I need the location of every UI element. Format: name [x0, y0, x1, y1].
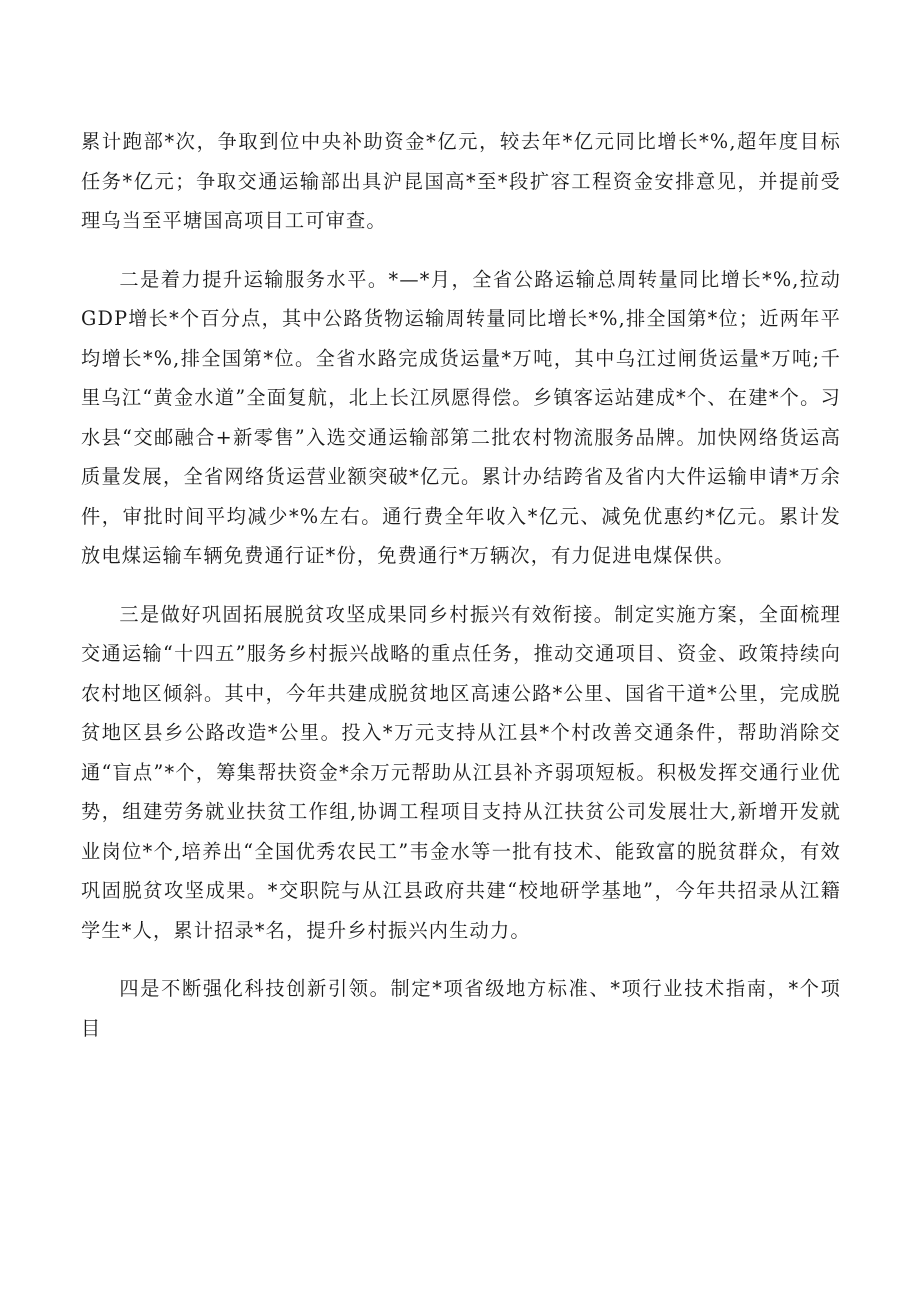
paragraph-rural-revitalization: 三是做好巩固拓展脱贫攻坚成果同乡村振兴有效衔接。制定实施方案，全面梳理交通运输“十四五”服务乡村振兴战略的重点任务，推动交通项目、资金、政策持续向农村地区倾斜。其中，今年共建成脱贫地区高速公路*公里、国省干道*公里，完成脱贫地区县乡公路改造*公里。投入*万元支持从江县*个村改善交通条件，帮助消除交通“盲点”*个，筹集帮扶资金*余万元帮助从江县补齐弱项短板。积极发挥交通行业优势，组建劳务就业扶贫工作组,协调工程项目支持从江扶贫公司发展壮大,新增开发就业岗位*个,培养出“全国优秀农民工”韦金水等一批有技术、能致富的脱贫群众，有效巩固脱贫攻坚成果。*交职院与从江县政府共建“校地研学基地”，今年共招录从江籍学生*人，累计招录*名，提升乡村振兴内生动力。: [81, 602, 841, 942]
paragraph-funding-continued: 累计跑部*次，争取到位中央补助资金*亿元，较去年*亿元同比增长*%,超年度目标任务*亿元；争取交通运输部出具沪昆国高*至*段扩容工程资金安排意见，并提前受理乌当至平塘国高项目工可审查。: [81, 130, 841, 232]
paragraph-tech-innovation: 四是不断强化科技创新引领。制定*项省级地方标准、*项行业技术指南，*个项目: [81, 977, 841, 1040]
paragraph-transport-services: 二是着力提升运输服务水平。*—*月，全省公路运输总周转量同比增长*%,拉动GDP增长*个百分点，其中公路货物运输周转量同比增长*%,排全国第*位；近两年平均增长*%,排全国第*位。全省水路完成货运量*万吨，其中乌江过闸货运量*万吨;千里乌江“黄金水道”全面复航，北上长江夙愿得偿。乡镇客运站建成*个、在建*个。习水县“交邮融合+新零售”入选交通运输部第二批农村物流服务品牌。加快网络货运高质量发展，全省网络货运营业额突破*亿元。累计办结跨省及省内大件运输申请*万余件，审批时间平均减少*%左右。通行费全年收入*亿元、减免优惠约*亿元。累计发放电煤运输车辆免费通行证*份，免费通行*万辆次，有力促进电煤保供。: [81, 267, 841, 567]
document-body: [81, 122, 841, 1048]
